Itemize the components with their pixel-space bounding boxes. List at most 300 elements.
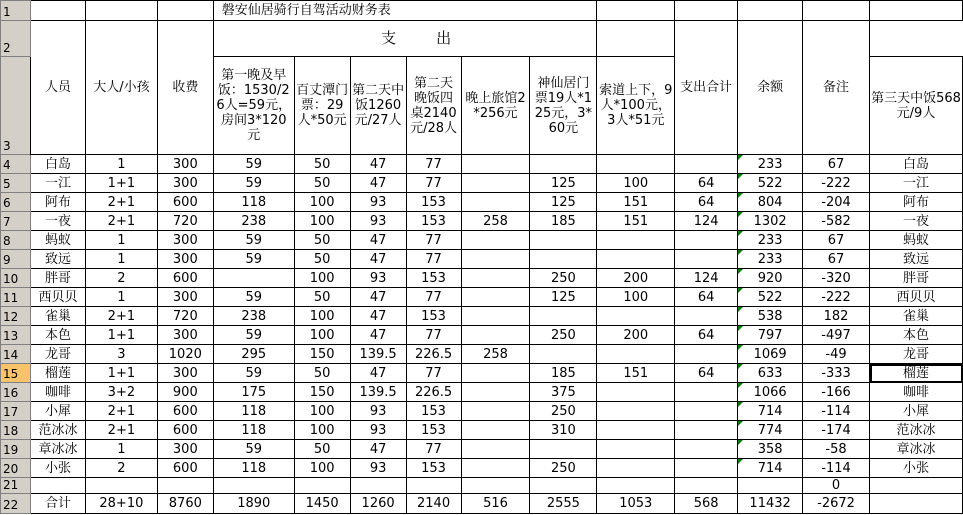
cell-adult-child[interactable]: 1 xyxy=(85,440,157,459)
column-header-baizhangtan-ticket[interactable]: 百丈潭门票：29人*50元 xyxy=(294,57,350,155)
cell-baizhangtan[interactable]: 50 xyxy=(294,440,350,459)
cell-hotel[interactable]: 258 xyxy=(461,345,530,364)
cell-notes[interactable]: 一夜 xyxy=(870,212,963,231)
cell-notes[interactable]: 小张 xyxy=(870,459,963,478)
cell-first-night[interactable]: 59 xyxy=(213,231,294,250)
cell-notes[interactable]: 致远 xyxy=(870,250,963,269)
cell-cableway[interactable]: 100 xyxy=(597,288,675,307)
cell-baizhangtan[interactable]: 100 xyxy=(294,421,350,440)
row-header[interactable]: 7 xyxy=(1,212,31,231)
cell-person[interactable]: 白岛 xyxy=(30,155,85,174)
cell-shenxianju[interactable] xyxy=(530,440,597,459)
cell-first-night[interactable]: 118 xyxy=(213,459,294,478)
cell[interactable] xyxy=(350,478,406,494)
cell-first-night[interactable]: 59 xyxy=(213,288,294,307)
cell-balance[interactable]: 182 xyxy=(803,307,870,326)
cell-balance[interactable]: 67 xyxy=(803,231,870,250)
cell-cableway[interactable]: 200 xyxy=(597,269,675,288)
cell-total-expense[interactable] xyxy=(738,421,803,440)
cell-day3-lunch[interactable]: 124 xyxy=(675,269,738,288)
cell-person[interactable]: 胖哥 xyxy=(30,269,85,288)
cell-fee[interactable]: 600 xyxy=(157,459,213,478)
total-day3-lunch[interactable]: 568 xyxy=(675,494,738,514)
column-header-day2-lunch[interactable]: 第二天中饭1260元/27人 xyxy=(350,57,406,155)
cell-day3-lunch[interactable] xyxy=(675,345,738,364)
cell-day2-dinner[interactable]: 226.5 xyxy=(406,383,461,402)
cell-shenxianju[interactable]: 250 xyxy=(530,402,597,421)
cell-total-expense[interactable] xyxy=(738,402,803,421)
cell-fee[interactable]: 720 xyxy=(157,212,213,231)
cell[interactable] xyxy=(30,478,85,494)
cell-fee[interactable]: 1020 xyxy=(157,345,213,364)
cell-first-night[interactable]: 295 xyxy=(213,345,294,364)
total-adult-child[interactable]: 28+10 xyxy=(85,494,157,514)
cell[interactable] xyxy=(213,478,294,494)
row-header[interactable]: 18 xyxy=(1,421,31,440)
cell-fee[interactable]: 600 xyxy=(157,402,213,421)
cell-cableway[interactable] xyxy=(597,345,675,364)
cell-adult-child[interactable]: 1+1 xyxy=(85,174,157,193)
cell-day2-dinner[interactable]: 153 xyxy=(406,269,461,288)
cell[interactable] xyxy=(597,1,675,21)
total-fee[interactable]: 8760 xyxy=(157,494,213,514)
cell-shenxianju[interactable]: 125 xyxy=(530,288,597,307)
cell-total-expense[interactable] xyxy=(738,193,803,212)
cell-day3-lunch[interactable] xyxy=(675,155,738,174)
cell-day3-lunch[interactable] xyxy=(675,250,738,269)
cell-baizhangtan[interactable]: 50 xyxy=(294,155,350,174)
row-header[interactable]: 8 xyxy=(1,231,31,250)
column-header-first-night[interactable]: 第一晚及早饭：1530/26人=59元，房间3*120元 xyxy=(213,57,294,155)
cell-day2-dinner[interactable]: 153 xyxy=(406,307,461,326)
cell-first-night[interactable]: 59 xyxy=(213,174,294,193)
cell-first-night[interactable]: 118 xyxy=(213,193,294,212)
row-header[interactable]: 15 xyxy=(1,364,31,383)
cell-cableway[interactable] xyxy=(597,250,675,269)
cell-day2-dinner[interactable]: 77 xyxy=(406,231,461,250)
cell[interactable] xyxy=(803,1,870,21)
cell-notes[interactable]: 西贝贝 xyxy=(870,288,963,307)
cell-day3-lunch[interactable] xyxy=(675,383,738,402)
cell-adult-child[interactable]: 1 xyxy=(85,288,157,307)
column-header-hotel[interactable]: 晚上旅馆2*256元 xyxy=(461,57,530,155)
cell-cableway[interactable] xyxy=(597,459,675,478)
cell-hotel[interactable] xyxy=(461,326,530,345)
cell-day2-dinner[interactable]: 77 xyxy=(406,155,461,174)
cell-hotel[interactable] xyxy=(461,421,530,440)
cell-total-expense[interactable] xyxy=(738,288,803,307)
cell-day2-lunch[interactable]: 93 xyxy=(350,212,406,231)
cell-day3-lunch[interactable] xyxy=(675,307,738,326)
row-header[interactable]: 9 xyxy=(1,250,31,269)
cell-day2-dinner[interactable]: 226.5 xyxy=(406,345,461,364)
cell-balance[interactable]: 67 xyxy=(803,250,870,269)
cell-total-expense[interactable] xyxy=(738,440,803,459)
cell-person[interactable]: 龙哥 xyxy=(30,345,85,364)
total-cableway[interactable]: 1053 xyxy=(597,494,675,514)
cell-cableway[interactable] xyxy=(597,421,675,440)
cell-balance[interactable]: -49 xyxy=(803,345,870,364)
cell-notes[interactable]: 本色 xyxy=(870,326,963,345)
cell-person[interactable]: 小犀 xyxy=(30,402,85,421)
cell-notes[interactable]: 章冰冰 xyxy=(870,440,963,459)
cell-shenxianju[interactable] xyxy=(530,307,597,326)
cell-adult-child[interactable]: 1+1 xyxy=(85,364,157,383)
cell-day3-lunch[interactable] xyxy=(675,440,738,459)
cell[interactable] xyxy=(294,478,350,494)
cell-baizhangtan[interactable]: 100 xyxy=(294,212,350,231)
sheet-title[interactable]: 磐安仙居骑行自驾活动财务表 xyxy=(213,1,597,21)
cell-first-night[interactable] xyxy=(213,269,294,288)
cell-baizhangtan[interactable]: 100 xyxy=(294,193,350,212)
row-header[interactable]: 22 xyxy=(1,494,31,514)
cell-cableway[interactable] xyxy=(597,231,675,250)
cell[interactable] xyxy=(597,478,675,494)
cell-day2-lunch[interactable]: 139.5 xyxy=(350,345,406,364)
cell-baizhangtan[interactable]: 50 xyxy=(294,250,350,269)
cell-adult-child[interactable]: 2 xyxy=(85,269,157,288)
cell-cableway[interactable]: 151 xyxy=(597,193,675,212)
cell-day2-lunch[interactable]: 47 xyxy=(350,440,406,459)
cell-fee[interactable]: 300 xyxy=(157,326,213,345)
cell-fee[interactable]: 300 xyxy=(157,155,213,174)
cell-day3-lunch[interactable] xyxy=(675,421,738,440)
row-header[interactable]: 4 xyxy=(1,155,31,174)
cell-baizhangtan[interactable]: 100 xyxy=(294,307,350,326)
column-header-balance[interactable]: 余额 xyxy=(738,21,803,155)
cell-notes[interactable]: 蚂蚁 xyxy=(870,231,963,250)
cell-balance[interactable]: 67 xyxy=(803,155,870,174)
group-header-expense-right[interactable]: 出 xyxy=(406,21,597,57)
row-header[interactable]: 13 xyxy=(1,326,31,345)
cell-baizhangtan[interactable]: 150 xyxy=(294,383,350,402)
cell-adult-child[interactable]: 2+1 xyxy=(85,193,157,212)
cell-balance[interactable]: 0 xyxy=(803,478,870,494)
cell-first-night[interactable]: 59 xyxy=(213,250,294,269)
cell-hotel[interactable]: 258 xyxy=(461,212,530,231)
cell-first-night[interactable]: 59 xyxy=(213,440,294,459)
cell-day2-dinner[interactable]: 77 xyxy=(406,250,461,269)
cell-fee[interactable]: 600 xyxy=(157,193,213,212)
cell-day2-dinner[interactable]: 153 xyxy=(406,459,461,478)
cell-day2-lunch[interactable]: 47 xyxy=(350,288,406,307)
cell-day2-dinner[interactable]: 77 xyxy=(406,326,461,345)
cell-notes[interactable]: 一江 xyxy=(870,174,963,193)
cell-shenxianju[interactable]: 125 xyxy=(530,193,597,212)
cell-fee[interactable]: 300 xyxy=(157,364,213,383)
cell-person[interactable]: 章冰冰 xyxy=(30,440,85,459)
cell-balance[interactable]: -222 xyxy=(803,174,870,193)
cell-cableway[interactable] xyxy=(597,440,675,459)
cell-hotel[interactable] xyxy=(461,174,530,193)
cell[interactable] xyxy=(738,478,803,494)
row-header[interactable]: 14 xyxy=(1,345,31,364)
cell-day2-lunch[interactable]: 47 xyxy=(350,174,406,193)
cell-day2-lunch[interactable]: 93 xyxy=(350,402,406,421)
cell-person[interactable]: 范冰冰 xyxy=(30,421,85,440)
total-baizhangtan[interactable]: 1450 xyxy=(294,494,350,514)
cell-notes[interactable]: 雀巢 xyxy=(870,307,963,326)
total-shenxianju[interactable]: 2555 xyxy=(530,494,597,514)
cell-adult-child[interactable]: 1+1 xyxy=(85,326,157,345)
cell-first-night[interactable]: 175 xyxy=(213,383,294,402)
cell[interactable] xyxy=(675,1,738,21)
cell[interactable] xyxy=(530,478,597,494)
row-header[interactable]: 6 xyxy=(1,193,31,212)
cell-fee[interactable]: 600 xyxy=(157,269,213,288)
cell-balance[interactable]: -582 xyxy=(803,212,870,231)
cell-shenxianju[interactable]: 250 xyxy=(530,326,597,345)
cell-shenxianju[interactable] xyxy=(530,231,597,250)
cell-fee[interactable]: 300 xyxy=(157,250,213,269)
cell[interactable] xyxy=(85,478,157,494)
row-header[interactable]: 10 xyxy=(1,269,31,288)
cell-first-night[interactable]: 118 xyxy=(213,421,294,440)
cell-day2-lunch[interactable]: 47 xyxy=(350,326,406,345)
column-header-notes[interactable]: 备注 xyxy=(803,21,870,155)
cell[interactable] xyxy=(597,21,675,57)
cell-notes[interactable]: 榴莲 xyxy=(870,364,963,383)
cell-baizhangtan[interactable]: 50 xyxy=(294,174,350,193)
cell-baizhangtan[interactable]: 50 xyxy=(294,231,350,250)
cell-adult-child[interactable]: 2+1 xyxy=(85,421,157,440)
cell-total-expense[interactable] xyxy=(738,383,803,402)
cell-shenxianju[interactable]: 310 xyxy=(530,421,597,440)
cell-day2-lunch[interactable]: 47 xyxy=(350,250,406,269)
cell-fee[interactable]: 300 xyxy=(157,174,213,193)
total-day2-dinner[interactable]: 2140 xyxy=(406,494,461,514)
cell-total-expense[interactable] xyxy=(738,155,803,174)
cell-shenxianju[interactable] xyxy=(530,345,597,364)
row-header[interactable]: 5 xyxy=(1,174,31,193)
cell-day3-lunch[interactable]: 64 xyxy=(675,326,738,345)
cell-total-expense[interactable] xyxy=(738,212,803,231)
cell-total-expense[interactable] xyxy=(738,345,803,364)
cell-day2-dinner[interactable]: 153 xyxy=(406,212,461,231)
column-header-day2-dinner[interactable]: 第二天晚饭四桌2140元/28人 xyxy=(406,57,461,155)
cell-day3-lunch[interactable]: 64 xyxy=(675,174,738,193)
row-header[interactable]: 2 xyxy=(1,21,31,57)
cell-person[interactable]: 一江 xyxy=(30,174,85,193)
cell-adult-child[interactable]: 2+1 xyxy=(85,402,157,421)
cell-notes[interactable]: 胖哥 xyxy=(870,269,963,288)
cell-total-expense[interactable] xyxy=(738,307,803,326)
cell-notes[interactable]: 小犀 xyxy=(870,402,963,421)
row-header[interactable]: 11 xyxy=(1,288,31,307)
row-header[interactable]: 3 xyxy=(1,57,31,155)
column-header-total-expense[interactable]: 支出合计 xyxy=(675,21,738,155)
cell-balance[interactable]: -166 xyxy=(803,383,870,402)
cell-adult-child[interactable]: 2+1 xyxy=(85,307,157,326)
cell-hotel[interactable] xyxy=(461,155,530,174)
cell-first-night[interactable]: 59 xyxy=(213,364,294,383)
cell-day2-lunch[interactable]: 47 xyxy=(350,364,406,383)
cell[interactable] xyxy=(461,478,530,494)
cell-cableway[interactable]: 100 xyxy=(597,174,675,193)
cell-shenxianju[interactable]: 250 xyxy=(530,269,597,288)
cell-cableway[interactable]: 151 xyxy=(597,212,675,231)
total-total-expense[interactable]: 11432 xyxy=(738,494,803,514)
cell-adult-child[interactable]: 1 xyxy=(85,231,157,250)
cell-cableway[interactable] xyxy=(597,307,675,326)
row-header[interactable]: 16 xyxy=(1,383,31,402)
cell-cableway[interactable] xyxy=(597,155,675,174)
cell-day2-lunch[interactable]: 93 xyxy=(350,193,406,212)
cell-day3-lunch[interactable] xyxy=(675,459,738,478)
group-header-expense-left[interactable]: 支 xyxy=(213,21,406,57)
cell-hotel[interactable] xyxy=(461,193,530,212)
cell-balance[interactable]: -333 xyxy=(803,364,870,383)
cell-day3-lunch[interactable] xyxy=(675,231,738,250)
cell-day2-lunch[interactable]: 93 xyxy=(350,459,406,478)
cell[interactable] xyxy=(406,478,461,494)
cell-fee[interactable]: 900 xyxy=(157,383,213,402)
column-header-fee[interactable]: 收费 xyxy=(157,21,213,155)
total-balance[interactable]: -2672 xyxy=(803,494,870,514)
row-header[interactable]: 17 xyxy=(1,402,31,421)
column-header-cableway[interactable]: 索道上下，9人*100元，3人*51元 xyxy=(597,57,675,155)
cell-cableway[interactable]: 151 xyxy=(597,364,675,383)
cell-total-expense[interactable] xyxy=(738,364,803,383)
cell-person[interactable]: 小张 xyxy=(30,459,85,478)
cell-total-expense[interactable] xyxy=(738,459,803,478)
cell-person[interactable]: 本色 xyxy=(30,326,85,345)
cell-person[interactable]: 阿布 xyxy=(30,193,85,212)
cell[interactable] xyxy=(675,478,738,494)
cell[interactable] xyxy=(85,1,157,21)
cell-fee[interactable]: 720 xyxy=(157,307,213,326)
cell-cableway[interactable] xyxy=(597,402,675,421)
cell-balance[interactable]: -174 xyxy=(803,421,870,440)
cell-person[interactable]: 咖啡 xyxy=(30,383,85,402)
cell-balance[interactable]: -320 xyxy=(803,269,870,288)
cell-day2-lunch[interactable]: 139.5 xyxy=(350,383,406,402)
cell-day2-dinner[interactable]: 77 xyxy=(406,364,461,383)
cell-fee[interactable]: 300 xyxy=(157,440,213,459)
cell-baizhangtan[interactable]: 150 xyxy=(294,345,350,364)
cell-fee[interactable]: 300 xyxy=(157,288,213,307)
cell[interactable] xyxy=(870,478,963,494)
cell-day2-dinner[interactable]: 153 xyxy=(406,402,461,421)
cell-person[interactable]: 致远 xyxy=(30,250,85,269)
cell-adult-child[interactable]: 1 xyxy=(85,250,157,269)
cell-adult-child[interactable]: 3 xyxy=(85,345,157,364)
cell-day2-dinner[interactable]: 77 xyxy=(406,174,461,193)
cell-day3-lunch[interactable]: 64 xyxy=(675,364,738,383)
cell-balance[interactable]: -497 xyxy=(803,326,870,345)
total-day2-lunch[interactable]: 1260 xyxy=(350,494,406,514)
total-person[interactable]: 合计 xyxy=(30,494,85,514)
total-hotel[interactable]: 516 xyxy=(461,494,530,514)
cell-adult-child[interactable]: 1 xyxy=(85,155,157,174)
cell-day2-lunch[interactable]: 93 xyxy=(350,421,406,440)
cell-balance[interactable]: -114 xyxy=(803,459,870,478)
column-header-adult-child[interactable]: 大人/小孩 xyxy=(85,21,157,155)
cell-hotel[interactable] xyxy=(461,459,530,478)
row-header[interactable]: 1 xyxy=(1,1,31,21)
cell-first-night[interactable]: 238 xyxy=(213,212,294,231)
cell-person[interactable]: 雀巢 xyxy=(30,307,85,326)
cell-day2-dinner[interactable]: 153 xyxy=(406,193,461,212)
cell-cableway[interactable]: 200 xyxy=(597,326,675,345)
cell-baizhangtan[interactable]: 100 xyxy=(294,459,350,478)
cell-day3-lunch[interactable] xyxy=(675,402,738,421)
row-header[interactable]: 20 xyxy=(1,459,31,478)
column-header-shenxianju-ticket[interactable]: 神仙居门票19人*125元，3*60元 xyxy=(530,57,597,155)
cell-adult-child[interactable]: 2 xyxy=(85,459,157,478)
row-header[interactable]: 19 xyxy=(1,440,31,459)
cell-shenxianju[interactable]: 185 xyxy=(530,364,597,383)
cell-day3-lunch[interactable]: 124 xyxy=(675,212,738,231)
cell-first-night[interactable]: 238 xyxy=(213,307,294,326)
cell-baizhangtan[interactable]: 50 xyxy=(294,364,350,383)
cell-day2-lunch[interactable]: 47 xyxy=(350,155,406,174)
column-header-day3-lunch[interactable]: 第三天中饭568元/9人 xyxy=(870,57,963,155)
cell-notes[interactable]: 范冰冰 xyxy=(870,421,963,440)
cell-day3-lunch[interactable]: 64 xyxy=(675,288,738,307)
cell-hotel[interactable] xyxy=(461,440,530,459)
cell-total-expense[interactable] xyxy=(738,231,803,250)
cell-baizhangtan[interactable]: 100 xyxy=(294,269,350,288)
cell[interactable] xyxy=(870,1,963,21)
cell-notes[interactable]: 咖啡 xyxy=(870,383,963,402)
row-header[interactable]: 12 xyxy=(1,307,31,326)
cell-shenxianju[interactable]: 185 xyxy=(530,212,597,231)
cell-balance[interactable]: -204 xyxy=(803,193,870,212)
cell-hotel[interactable] xyxy=(461,402,530,421)
cell-cableway[interactable] xyxy=(597,383,675,402)
cell-balance[interactable]: -114 xyxy=(803,402,870,421)
cell-day2-lunch[interactable]: 47 xyxy=(350,231,406,250)
cell-hotel[interactable] xyxy=(461,231,530,250)
cell[interactable] xyxy=(30,1,85,21)
cell[interactable] xyxy=(157,1,213,21)
cell-notes[interactable]: 龙哥 xyxy=(870,345,963,364)
cell-day2-dinner[interactable]: 153 xyxy=(406,421,461,440)
cell-shenxianju[interactable]: 375 xyxy=(530,383,597,402)
cell-person[interactable]: 西贝贝 xyxy=(30,288,85,307)
cell-adult-child[interactable]: 3+2 xyxy=(85,383,157,402)
cell-shenxianju[interactable] xyxy=(530,155,597,174)
cell-fee[interactable]: 300 xyxy=(157,231,213,250)
cell-fee[interactable]: 600 xyxy=(157,421,213,440)
cell-day2-dinner[interactable]: 77 xyxy=(406,288,461,307)
cell-shenxianju[interactable]: 125 xyxy=(530,174,597,193)
cell-total-expense[interactable] xyxy=(738,174,803,193)
cell-first-night[interactable]: 59 xyxy=(213,326,294,345)
cell-baizhangtan[interactable]: 50 xyxy=(294,288,350,307)
cell-total-expense[interactable] xyxy=(738,269,803,288)
cell-baizhangtan[interactable]: 100 xyxy=(294,326,350,345)
cell-notes[interactable]: 阿布 xyxy=(870,193,963,212)
cell-adult-child[interactable]: 2+1 xyxy=(85,212,157,231)
cell-day2-lunch[interactable]: 47 xyxy=(350,307,406,326)
cell-person[interactable]: 一夜 xyxy=(30,212,85,231)
cell[interactable] xyxy=(738,1,803,21)
cell-total-expense[interactable] xyxy=(738,326,803,345)
cell-day2-lunch[interactable]: 93 xyxy=(350,269,406,288)
cell-shenxianju[interactable]: 250 xyxy=(530,459,597,478)
cell-person[interactable]: 蚂蚁 xyxy=(30,231,85,250)
cell-baizhangtan[interactable]: 100 xyxy=(294,402,350,421)
cell[interactable] xyxy=(157,478,213,494)
cell-shenxianju[interactable] xyxy=(530,250,597,269)
cell-hotel[interactable] xyxy=(461,307,530,326)
row-header[interactable]: 21 xyxy=(1,478,31,494)
cell-day3-lunch[interactable]: 64 xyxy=(675,193,738,212)
cell-hotel[interactable] xyxy=(461,364,530,383)
cell-first-night[interactable]: 118 xyxy=(213,402,294,421)
